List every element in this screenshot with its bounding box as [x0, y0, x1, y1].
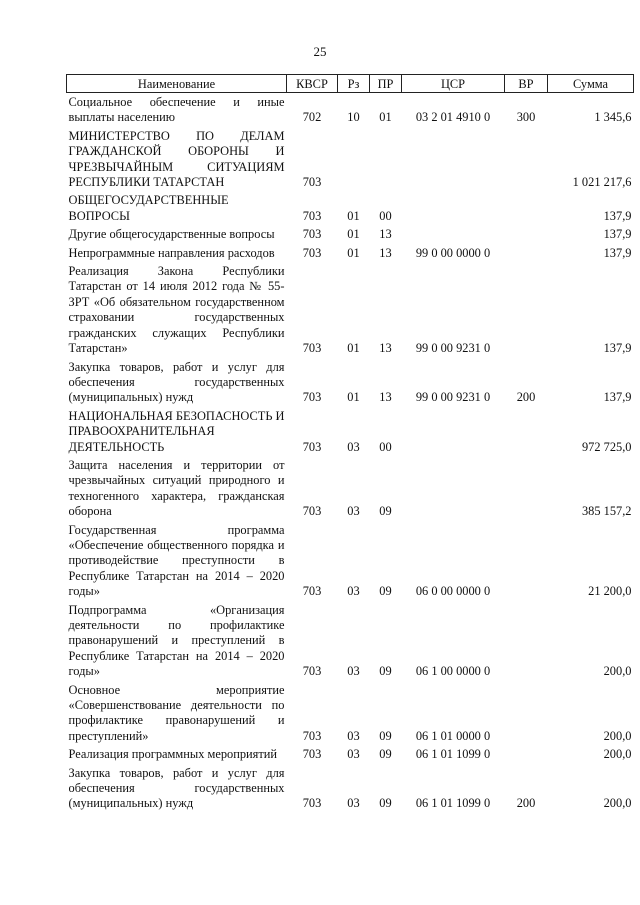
budget-table: [66, 74, 634, 813]
row-csr: [402, 456, 505, 521]
row-pr: 09: [379, 747, 392, 762]
row-kvsr: 703: [302, 584, 322, 599]
table-row: [67, 244, 634, 262]
table-row: [67, 358, 634, 407]
row-pr: 13: [379, 245, 392, 260]
row-csr: [402, 225, 505, 243]
row-sum: 1 345,6: [594, 110, 632, 125]
row-kvsr: 703: [302, 728, 322, 743]
row-pr: 00: [379, 208, 392, 223]
row-sum: 137,9: [603, 341, 632, 356]
row-kvsr: 703: [302, 504, 322, 519]
row-kvsr: 703: [302, 227, 322, 242]
table-row: [67, 225, 634, 243]
table-row: [67, 601, 634, 681]
row-pr: 13: [379, 390, 392, 405]
row-pr: 00: [379, 439, 392, 454]
row-vr: [505, 191, 548, 225]
row-sum: 137,9: [603, 208, 632, 223]
table-row: [67, 191, 634, 225]
row-vr: [505, 407, 548, 456]
row-rz: 03: [347, 796, 360, 811]
row-vr: [505, 521, 548, 601]
row-name: МИНИСТЕРСТВО ПО ДЕЛАМ ГРАЖДАНСКОЙ ОБОРОНЫ И ЧРЕЗВЫЧАЙНЫМ СИТУАЦИЯМ РЕСПУБЛИКИ ТАТАРСТАН: [68, 128, 285, 190]
table-row: [67, 93, 634, 127]
row-kvsr: 702: [302, 110, 322, 125]
row-sum: 200,0: [603, 664, 632, 679]
row-csr: 06 1 01 1099 0: [415, 796, 491, 811]
row-pr: 09: [379, 584, 392, 599]
row-vr: 300: [516, 110, 536, 125]
row-pr: [370, 127, 402, 192]
row-rz: 03: [347, 584, 360, 599]
row-name: НАЦИОНАЛЬНАЯ БЕЗОПАСНОСТЬ И ПРАВООХРАНИТЕЛЬНАЯ ДЕЯТЕЛЬНОСТЬ: [68, 408, 285, 454]
row-vr: [505, 262, 548, 357]
row-kvsr: 703: [302, 664, 322, 679]
header-rz: Рз: [338, 75, 370, 93]
table-header-row: [67, 75, 634, 93]
row-name: Государственная программа «Обеспечение общественного порядка и противодействие преступности в Республике Татарстан на 2014 – 2020 годы»: [68, 522, 285, 599]
row-csr: 06 1 01 0000 0: [415, 728, 491, 743]
header-pr: ПР: [370, 75, 402, 93]
row-name: Закупка товаров, работ и услуг для обеспечения государственных (муниципальных) нужд: [68, 359, 285, 405]
table-row: [67, 456, 634, 521]
table-row: [67, 407, 634, 456]
row-vr: 200: [516, 796, 536, 811]
row-kvsr: 703: [302, 390, 322, 405]
page-number: 25: [313, 44, 327, 59]
row-csr: 99 0 00 9231 0: [415, 390, 491, 405]
header-vr: ВР: [505, 75, 548, 93]
row-kvsr: 703: [302, 747, 322, 762]
row-pr: 09: [379, 664, 392, 679]
row-sum: 137,9: [603, 390, 632, 405]
row-rz: 01: [347, 390, 360, 405]
row-kvsr: 703: [302, 439, 322, 454]
table-row: [67, 127, 634, 192]
row-csr: [402, 191, 505, 225]
row-name: Закупка товаров, работ и услуг для обеспечения государственных (муниципальных) нужд: [68, 765, 285, 811]
row-kvsr: 703: [302, 208, 322, 223]
row-rz: [338, 127, 370, 192]
row-name: Защита населения и территории от чрезвычайных ситуаций природного и техногенного характера, гражданская оборона: [68, 457, 285, 519]
table-row: [67, 262, 634, 357]
row-rz: 03: [347, 439, 360, 454]
row-rz: 01: [347, 227, 360, 242]
table-row: [67, 521, 634, 601]
row-rz: 01: [347, 341, 360, 356]
row-csr: 06 0 00 0000 0: [415, 584, 491, 599]
row-kvsr: 703: [302, 796, 322, 811]
row-rz: 03: [347, 728, 360, 743]
row-vr: [505, 745, 548, 763]
row-pr: 09: [379, 728, 392, 743]
row-csr: [402, 127, 505, 192]
row-rz: 03: [347, 747, 360, 762]
row-name: Подпрограмма «Организация деятельности по профилактике правонарушений и преступлений в Республике Татарстан на 2014 – 2020 годы»: [68, 602, 285, 679]
header-sum: Сумма: [548, 75, 634, 93]
row-pr: 09: [379, 504, 392, 519]
row-sum: 972 725,0: [581, 439, 632, 454]
row-name: Основное мероприятие «Совершенствование деятельности по профилактике правонарушений и преступлений»: [68, 682, 285, 743]
row-name: Реализация программных мероприятий: [68, 747, 278, 762]
row-rz: 01: [347, 208, 360, 223]
row-name: Другие общегосударственные вопросы: [68, 227, 275, 242]
row-rz: 03: [347, 664, 360, 679]
row-vr: 200: [516, 390, 536, 405]
row-name: Реализация Закона Республики Татарстан от 14 июля 2012 года № 55-ЗРТ «Об обязательном государственном страховании государственных гражданских служащих Республики Татарстан»: [68, 264, 285, 356]
row-pr: 13: [379, 341, 392, 356]
row-sum: 200,0: [603, 728, 632, 743]
row-vr: [505, 601, 548, 681]
row-vr: [505, 456, 548, 521]
row-vr: [505, 244, 548, 262]
row-pr: 09: [379, 796, 392, 811]
row-vr: [505, 127, 548, 192]
row-name: ОБЩЕГОСУДАРСТВЕННЫЕ ВОПРОСЫ: [68, 193, 229, 223]
header-name: Наименование: [67, 75, 287, 93]
row-vr: [505, 681, 548, 746]
row-kvsr: 703: [302, 175, 322, 190]
row-sum: 1 021 217,6: [572, 175, 632, 190]
table-row: [67, 764, 634, 813]
row-csr: [402, 407, 505, 456]
row-rz: 03: [347, 504, 360, 519]
row-rz: 10: [347, 110, 360, 125]
row-sum: 200,0: [603, 747, 632, 762]
row-csr: 03 2 01 4910 0: [415, 110, 491, 125]
row-sum: 385 157,2: [581, 504, 632, 519]
table-body: [67, 93, 634, 813]
row-sum: 21 200,0: [588, 584, 632, 599]
row-vr: [505, 225, 548, 243]
row-csr: 99 0 00 0000 0: [415, 245, 491, 260]
row-pr: 13: [379, 227, 392, 242]
row-csr: 06 1 00 0000 0: [415, 664, 491, 679]
table-row: [67, 681, 634, 746]
header-csr: ЦСР: [402, 75, 505, 93]
row-name: Непрограммные направления расходов: [68, 245, 275, 260]
row-rz: 01: [347, 245, 360, 260]
row-kvsr: 703: [302, 341, 322, 356]
row-pr: 01: [379, 110, 392, 125]
row-sum: 137,9: [603, 245, 632, 260]
row-csr: 06 1 01 1099 0: [415, 747, 491, 762]
row-kvsr: 703: [302, 245, 322, 260]
row-sum: 137,9: [603, 227, 632, 242]
row-sum: 200,0: [603, 796, 632, 811]
row-name: Социальное обеспечение и иные выплаты населению: [68, 95, 285, 125]
row-csr: 99 0 00 9231 0: [415, 341, 491, 356]
table-row: [67, 745, 634, 763]
header-kvsr: КВСР: [287, 75, 338, 93]
